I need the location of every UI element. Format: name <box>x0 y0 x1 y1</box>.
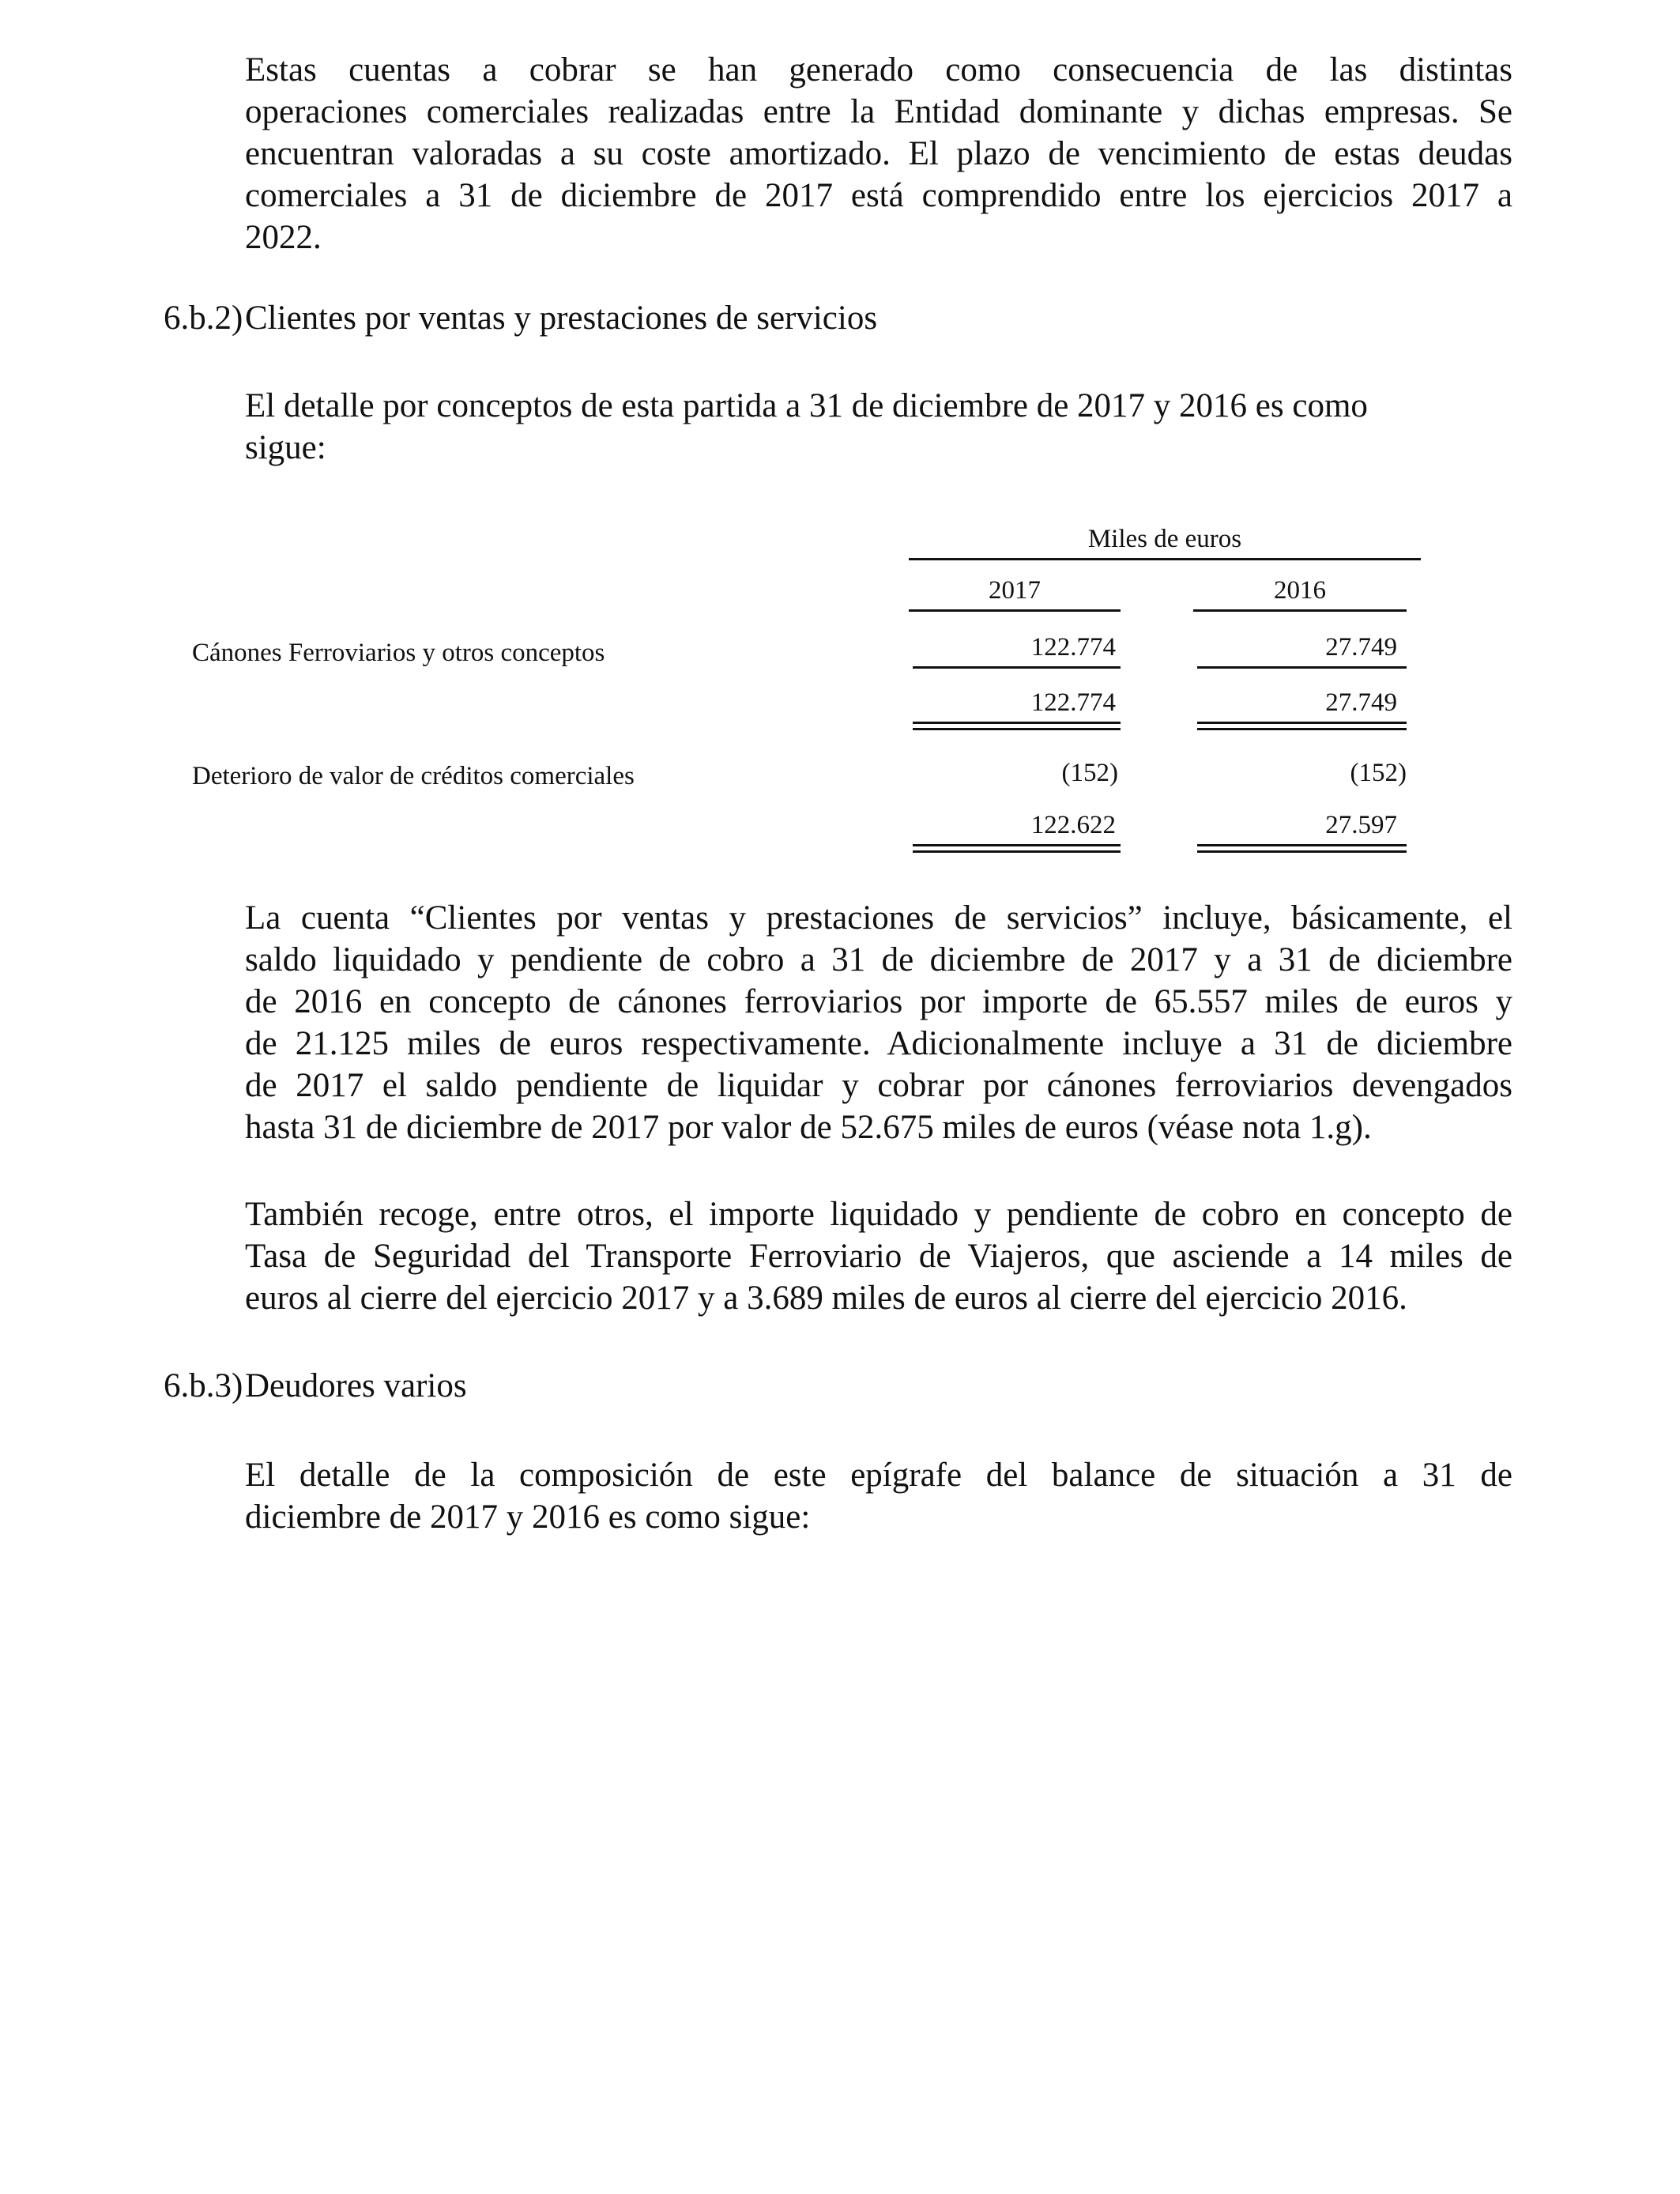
section-number: 6.b.2) <box>164 300 243 337</box>
text-line: de 2016 en concepto de cánones ferroviarios por importe de 65.557 miles de euros y <box>245 983 1512 1020</box>
text-line: de 2017 el saldo pendiente de liquidar y cobrar por cánones ferroviarios devengados <box>245 1067 1512 1104</box>
text-line: operaciones comerciales realizadas entre la Entidad dominante y dichas empresas. Se <box>245 93 1512 130</box>
text-line: saldo liquidado y pendiente de cobro a 31 de diciembre de 2017 y a 31 de diciembre <box>245 941 1512 978</box>
row-label-canones: Cánones Ferroviarios y otros conceptos <box>192 639 605 667</box>
subtotal-double-rule-2016 <box>1197 722 1407 730</box>
text-line: sigue: <box>245 429 326 466</box>
total-double-rule-2017 <box>913 844 1121 853</box>
column-header-rule-2017 <box>909 609 1121 612</box>
text-line: 2022. <box>245 219 322 256</box>
section-title: Deudores varios <box>245 1367 467 1404</box>
total-double-rule-2016 <box>1197 844 1407 853</box>
text-line: El detalle por conceptos de esta partida a 31 de diciembre de 2017 y 2016 es como <box>245 387 1368 424</box>
clientes-intro <box>245 385 1512 469</box>
cell-2017-deterioro: (152) <box>1061 759 1118 787</box>
column-header-rule-2016 <box>1193 609 1407 612</box>
text-line: hasta 31 de diciembre de 2017 por valor de 52.675 miles de euros (véase nota 1.g). <box>245 1109 1372 1146</box>
cell-2016-subtotal: 27.749 <box>1325 688 1397 717</box>
text-line: encuentran valoradas a su coste amortizado. El plazo de vencimiento de estas deudas <box>245 135 1512 172</box>
subtotal-rule-2016 <box>1197 666 1407 669</box>
cell-2016-canones: 27.749 <box>1325 633 1397 662</box>
section-heading-clientes <box>164 297 877 339</box>
section-title: Clientes por ventas y prestaciones de servicios <box>245 300 878 337</box>
text-line: euros al cierre del ejercicio 2017 y a 3.689 miles de euros al cierre del ejercicio 2016. <box>245 1280 1407 1317</box>
text-line: La cuenta “Clientes por ventas y prestaciones de servicios” incluye, básicamente, el <box>245 899 1512 937</box>
text-line: diciembre de 2017 y 2016 es como sigue: <box>245 1498 811 1536</box>
header-group-rule <box>909 558 1421 560</box>
text-line: Tasa de Seguridad del Transporte Ferroviario de Viajeros, que asciende a 14 miles de <box>245 1238 1512 1275</box>
subtotal-rule-2017 <box>913 666 1121 669</box>
section-heading-deudores <box>164 1365 467 1407</box>
subtotal-double-rule-2017 <box>913 722 1121 730</box>
section-number: 6.b.3) <box>164 1367 243 1404</box>
cell-2016-total: 27.597 <box>1325 811 1397 839</box>
row-label-deterioro: Deterioro de valor de créditos comerciales <box>192 762 635 790</box>
text-line: También recoge, entre otros, el importe liquidado y pendiente de cobro en concepto de <box>245 1196 1512 1233</box>
cuenta-paragraph <box>245 897 1512 1148</box>
table-header-group: Miles de euros <box>1087 525 1242 553</box>
intro-paragraph <box>245 49 1512 258</box>
deudores-intro <box>245 1454 1512 1538</box>
text-line: comerciales a 31 de diciembre de 2017 está comprendido entre los ejercicios 2017 a <box>245 177 1512 214</box>
text-line: Estas cuentas a cobrar se han generado como consecuencia de las distintas <box>245 51 1512 89</box>
tasa-paragraph <box>245 1193 1512 1319</box>
cell-2016-deterioro: (152) <box>1350 759 1407 787</box>
column-header-2016: 2016 <box>1274 576 1326 605</box>
text-line: El detalle de la composición de este epígrafe del balance de situación a 31 de <box>245 1457 1512 1494</box>
cell-2017-subtotal: 122.774 <box>1030 688 1116 717</box>
cell-2017-canones: 122.774 <box>1030 633 1116 662</box>
text-line: de 21.125 miles de euros respectivamente. Adicionalmente incluye a 31 de diciembre <box>245 1025 1512 1062</box>
cell-2017-total: 122.622 <box>1030 811 1116 839</box>
column-header-2017: 2017 <box>989 576 1041 605</box>
